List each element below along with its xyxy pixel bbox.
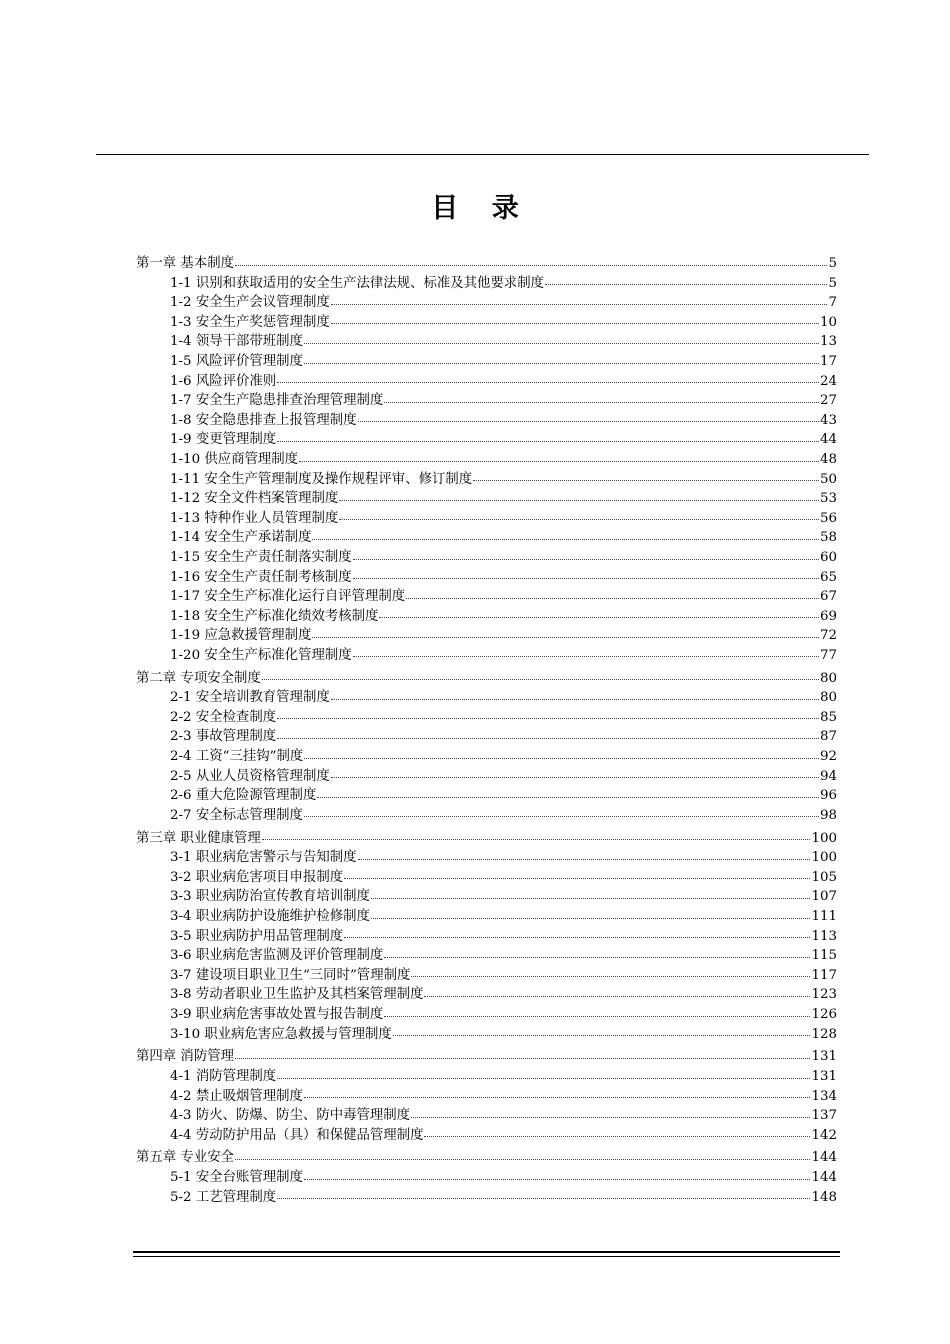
toc-chapter-entry[interactable] bbox=[136, 1148, 837, 1168]
toc-page-number: 80 bbox=[819, 690, 837, 706]
toc-entry-label: 1-13 特种作业人员管理制度 bbox=[170, 510, 339, 526]
toc-entry-label: 第二章 专项安全制度 bbox=[136, 670, 261, 686]
toc-entry-label: 1-15 安全生产责任制落实制度 bbox=[170, 549, 352, 565]
toc-section-entry[interactable] bbox=[136, 313, 837, 333]
toc-section-entry[interactable] bbox=[136, 786, 837, 806]
toc-dot-leader bbox=[262, 838, 811, 840]
toc-section-entry[interactable] bbox=[136, 274, 837, 294]
toc-entry-label: 2-6 重大危险源管理制度 bbox=[170, 788, 317, 804]
toc-page-number: 24 bbox=[819, 373, 837, 389]
toc-section-entry[interactable] bbox=[136, 548, 837, 568]
toc-dot-leader bbox=[384, 956, 810, 958]
toc-page-number: 100 bbox=[811, 830, 837, 846]
toc-page-number: 50 bbox=[819, 471, 837, 487]
table-of-contents bbox=[136, 254, 837, 1207]
toc-page-number: 117 bbox=[811, 967, 837, 983]
toc-section-entry[interactable] bbox=[136, 868, 837, 888]
toc-section-entry[interactable] bbox=[136, 1188, 837, 1208]
toc-dot-leader bbox=[317, 796, 819, 798]
toc-dot-leader bbox=[304, 815, 819, 817]
toc-page-number: 72 bbox=[819, 628, 837, 644]
toc-dot-leader bbox=[277, 440, 819, 442]
toc-section-entry[interactable] bbox=[136, 332, 837, 352]
toc-page-number: 58 bbox=[819, 530, 837, 546]
toc-page-number: 17 bbox=[819, 353, 837, 369]
toc-entry-label: 1-12 安全文件档案管理制度 bbox=[170, 491, 339, 507]
toc-page-number: 144 bbox=[811, 1150, 837, 1166]
toc-entry-label: 1-4 领导干部带班制度 bbox=[170, 334, 303, 350]
toc-entry-label: 2-1 安全培训教育管理制度 bbox=[170, 690, 330, 706]
toc-section-entry[interactable] bbox=[136, 411, 837, 431]
toc-page-number: 13 bbox=[819, 334, 837, 350]
toc-page-number: 44 bbox=[819, 432, 837, 448]
toc-page-number: 96 bbox=[819, 788, 837, 804]
toc-entry-label: 2-3 事故管理制度 bbox=[170, 729, 277, 745]
toc-page-number: 115 bbox=[811, 948, 837, 964]
toc-page-number: 85 bbox=[819, 709, 837, 725]
toc-page-number: 53 bbox=[819, 491, 837, 507]
toc-section-entry[interactable] bbox=[136, 470, 837, 490]
toc-dot-leader bbox=[353, 558, 819, 560]
toc-section-entry[interactable] bbox=[136, 430, 837, 450]
toc-entry-label: 1-19 应急救援管理制度 bbox=[170, 628, 312, 644]
toc-entry-label: 3-8 劳动者职业卫生监护及其档案管理制度 bbox=[170, 987, 424, 1003]
toc-section-entry[interactable] bbox=[136, 587, 837, 607]
toc-page-number: 43 bbox=[819, 412, 837, 428]
toc-section-entry[interactable] bbox=[136, 727, 837, 747]
toc-dot-leader bbox=[339, 499, 819, 501]
toc-dot-leader bbox=[262, 678, 819, 680]
toc-page-number: 131 bbox=[811, 1049, 837, 1065]
toc-dot-leader bbox=[277, 381, 819, 383]
toc-entry-label: 3-10 职业病危害应急救援与管理制度 bbox=[170, 1026, 392, 1042]
toc-page-number: 107 bbox=[811, 889, 837, 905]
toc-section-entry[interactable] bbox=[136, 1005, 837, 1025]
toc-page-number: 27 bbox=[819, 393, 837, 409]
toc-entry-label: 5-1 安全台账管理制度 bbox=[170, 1170, 303, 1186]
toc-section-entry[interactable] bbox=[136, 391, 837, 411]
toc-section-entry[interactable] bbox=[136, 806, 837, 826]
toc-page-number: 113 bbox=[811, 928, 837, 944]
toc-entry-label: 1-18 安全生产标准化绩效考核制度 bbox=[170, 608, 379, 624]
toc-dot-leader bbox=[277, 737, 819, 739]
toc-dot-leader bbox=[235, 1158, 810, 1160]
toc-section-entry[interactable] bbox=[136, 352, 837, 372]
toc-section-entry[interactable] bbox=[136, 708, 837, 728]
toc-dot-leader bbox=[277, 1197, 810, 1199]
toc-dot-leader bbox=[384, 401, 819, 403]
footer-rule-thin bbox=[133, 1256, 840, 1257]
toc-section-entry[interactable] bbox=[136, 646, 837, 666]
toc-section-entry[interactable] bbox=[136, 607, 837, 627]
toc-dot-leader bbox=[304, 1096, 810, 1098]
toc-entry-label: 1-2 安全生产会议管理制度 bbox=[170, 295, 330, 311]
toc-page-number: 105 bbox=[811, 869, 837, 885]
toc-entry-label: 2-2 安全检查制度 bbox=[170, 709, 277, 725]
toc-dot-leader bbox=[411, 975, 810, 977]
toc-entry-label: 3-7 建设项目职业卫生“三同时”管理制度 bbox=[170, 967, 411, 983]
page-title: 目 录 bbox=[431, 193, 531, 224]
toc-section-entry[interactable] bbox=[136, 489, 837, 509]
toc-dot-leader bbox=[358, 420, 819, 422]
toc-entry-label: 1-17 安全生产标准化运行自评管理制度 bbox=[170, 589, 406, 605]
toc-entry-label: 2-5 从业人员资格管理制度 bbox=[170, 768, 330, 784]
toc-page-number: 111 bbox=[811, 908, 837, 924]
toc-page-number: 131 bbox=[811, 1068, 837, 1084]
toc-dot-leader bbox=[384, 1015, 810, 1017]
toc-entry-label: 3-6 职业病危害监测及评价管理制度 bbox=[170, 948, 384, 964]
toc-entry-label: 1-16 安全生产责任制考核制度 bbox=[170, 569, 352, 585]
toc-section-entry[interactable] bbox=[136, 966, 837, 986]
toc-page-number: 100 bbox=[811, 850, 837, 866]
toc-section-entry[interactable] bbox=[136, 848, 837, 868]
toc-dot-leader bbox=[424, 1135, 810, 1137]
toc-entry-label: 1-7 安全生产隐患排查治理管理制度 bbox=[170, 393, 384, 409]
toc-dot-leader bbox=[371, 897, 811, 899]
toc-entry-label: 1-1 识别和获取适用的安全生产法律法规、标准及其他要求制度 bbox=[170, 275, 544, 291]
toc-section-entry[interactable] bbox=[136, 1168, 837, 1188]
toc-page-number: 148 bbox=[811, 1189, 837, 1205]
toc-section-entry[interactable] bbox=[136, 985, 837, 1005]
toc-entry-label: 第五章 专业安全 bbox=[136, 1150, 234, 1166]
toc-dot-leader bbox=[277, 1077, 810, 1079]
toc-page-number: 92 bbox=[819, 749, 837, 765]
toc-entry-label: 4-1 消防管理制度 bbox=[170, 1068, 277, 1084]
toc-page-number: 5 bbox=[828, 256, 837, 271]
header-rule bbox=[96, 154, 869, 155]
toc-entry-label: 1-3 安全生产奖惩管理制度 bbox=[170, 314, 330, 330]
toc-entry-label: 1-8 安全隐患排查上报管理制度 bbox=[170, 412, 357, 428]
toc-page-number: 87 bbox=[819, 729, 837, 745]
toc-dot-leader bbox=[344, 877, 810, 879]
toc-page-number: 5 bbox=[828, 275, 837, 291]
toc-page-number: 7 bbox=[828, 295, 837, 311]
toc-entry-label: 5-2 工艺管理制度 bbox=[170, 1189, 277, 1205]
toc-section-entry[interactable] bbox=[136, 1025, 837, 1045]
toc-dot-leader bbox=[406, 597, 819, 599]
toc-section-entry[interactable] bbox=[136, 509, 837, 529]
toc-section-entry[interactable] bbox=[136, 1087, 837, 1107]
toc-entry-label: 3-2 职业病危害项目申报制度 bbox=[170, 869, 344, 885]
toc-dot-leader bbox=[424, 995, 810, 997]
toc-section-entry[interactable] bbox=[136, 927, 837, 947]
toc-section-entry[interactable] bbox=[136, 450, 837, 470]
toc-dot-leader bbox=[304, 1178, 810, 1180]
toc-entry-label: 4-4 劳动防护用品（具）和保健品管理制度 bbox=[170, 1127, 424, 1143]
toc-dot-leader bbox=[379, 616, 819, 618]
toc-page-number: 10 bbox=[819, 314, 837, 330]
toc-dot-leader bbox=[312, 636, 818, 638]
toc-entry-label: 2-7 安全标志管理制度 bbox=[170, 807, 303, 823]
toc-dot-leader bbox=[371, 917, 811, 919]
toc-page-number: 94 bbox=[819, 768, 837, 784]
toc-dot-leader bbox=[545, 283, 827, 285]
toc-entry-label: 3-3 职业病防治宣传教育培训制度 bbox=[170, 889, 370, 905]
toc-page-number: 60 bbox=[819, 549, 837, 565]
toc-page-number: 98 bbox=[819, 807, 837, 823]
toc-page-number: 69 bbox=[819, 608, 837, 624]
toc-section-entry[interactable] bbox=[136, 528, 837, 548]
toc-entry-label: 3-4 职业病防护设施维护检修制度 bbox=[170, 908, 370, 924]
toc-dot-leader bbox=[299, 460, 819, 462]
toc-entry-label: 3-9 职业病危害事故处置与报告制度 bbox=[170, 1006, 384, 1022]
toc-dot-leader bbox=[235, 1057, 810, 1059]
toc-section-entry[interactable] bbox=[136, 946, 837, 966]
toc-page-number: 142 bbox=[811, 1127, 837, 1143]
toc-entry-label: 4-2 禁止吸烟管理制度 bbox=[170, 1088, 303, 1104]
toc-dot-leader bbox=[235, 264, 827, 266]
toc-section-entry[interactable] bbox=[136, 568, 837, 588]
toc-page-number: 80 bbox=[819, 670, 837, 686]
toc-dot-leader bbox=[339, 518, 819, 520]
toc-dot-leader bbox=[331, 322, 819, 324]
toc-dot-leader bbox=[312, 538, 818, 540]
toc-entry-label: 1-10 供应商管理制度 bbox=[170, 451, 299, 467]
toc-entry-label: 第三章 职业健康管理 bbox=[136, 830, 261, 846]
toc-entry-label: 1-5 风险评价管理制度 bbox=[170, 353, 303, 369]
toc-chapter-entry[interactable] bbox=[136, 669, 837, 689]
toc-dot-leader bbox=[304, 342, 819, 344]
toc-section-entry[interactable] bbox=[136, 372, 837, 392]
toc-section-entry[interactable] bbox=[136, 907, 837, 927]
toc-section-entry[interactable] bbox=[136, 626, 837, 646]
toc-entry-label: 1-20 安全生产标准化管理制度 bbox=[170, 647, 352, 663]
toc-dot-leader bbox=[353, 577, 819, 579]
toc-page-number: 65 bbox=[819, 569, 837, 585]
toc-page-number: 48 bbox=[819, 451, 837, 467]
toc-entry-label: 第一章 基本制度 bbox=[136, 256, 234, 271]
toc-dot-leader bbox=[304, 757, 819, 759]
toc-page-number: 126 bbox=[811, 1006, 837, 1022]
toc-page-number: 128 bbox=[811, 1026, 837, 1042]
toc-dot-leader bbox=[353, 655, 819, 657]
toc-page-number: 123 bbox=[811, 987, 837, 1003]
footer-rule-thick bbox=[133, 1251, 840, 1253]
toc-chapter-entry[interactable] bbox=[136, 1047, 837, 1067]
toc-dot-leader bbox=[331, 698, 819, 700]
toc-page-number: 137 bbox=[811, 1108, 837, 1124]
toc-section-entry[interactable] bbox=[136, 1067, 837, 1087]
toc-dot-leader bbox=[344, 936, 810, 938]
toc-section-entry[interactable] bbox=[136, 293, 837, 313]
toc-section-entry[interactable] bbox=[136, 767, 837, 787]
toc-entry-label: 3-5 职业病防护用品管理制度 bbox=[170, 928, 344, 944]
toc-entry-label: 1-14 安全生产承诺制度 bbox=[170, 530, 312, 546]
toc-section-entry[interactable] bbox=[136, 887, 837, 907]
toc-section-entry[interactable] bbox=[136, 1106, 837, 1126]
toc-dot-leader bbox=[411, 1116, 810, 1118]
toc-entry-label: 1-11 安全生产管理制度及操作规程评审、修订制度 bbox=[170, 471, 473, 487]
toc-dot-leader bbox=[358, 858, 811, 860]
toc-entry-label: 2-4 工资“三挂钩”制度 bbox=[170, 749, 304, 765]
toc-dot-leader bbox=[331, 303, 828, 305]
toc-section-entry[interactable] bbox=[136, 1126, 837, 1146]
toc-dot-leader bbox=[473, 479, 819, 481]
toc-page-number: 144 bbox=[811, 1170, 837, 1186]
toc-page-number: 67 bbox=[819, 589, 837, 605]
toc-dot-leader bbox=[393, 1034, 811, 1036]
toc-entry-label: 1-9 变更管理制度 bbox=[170, 432, 277, 448]
toc-dot-leader bbox=[277, 717, 819, 719]
toc-entry-label: 4-3 防火、防爆、防尘、防中毒管理制度 bbox=[170, 1108, 411, 1124]
toc-section-entry[interactable] bbox=[136, 688, 837, 708]
toc-entry-label: 第四章 消防管理 bbox=[136, 1049, 234, 1065]
toc-section-entry[interactable] bbox=[136, 747, 837, 767]
toc-dot-leader bbox=[331, 776, 819, 778]
toc-entry-label: 1-6 风险评价准则 bbox=[170, 373, 277, 389]
toc-chapter-entry[interactable] bbox=[136, 829, 837, 849]
toc-dot-leader bbox=[304, 362, 819, 364]
toc-chapter-entry[interactable] bbox=[136, 254, 837, 274]
toc-entry-label: 3-1 职业病危害警示与告知制度 bbox=[170, 850, 357, 866]
toc-page-number: 56 bbox=[819, 510, 837, 526]
toc-page-number: 134 bbox=[811, 1088, 837, 1104]
toc-page-number: 77 bbox=[819, 647, 837, 663]
